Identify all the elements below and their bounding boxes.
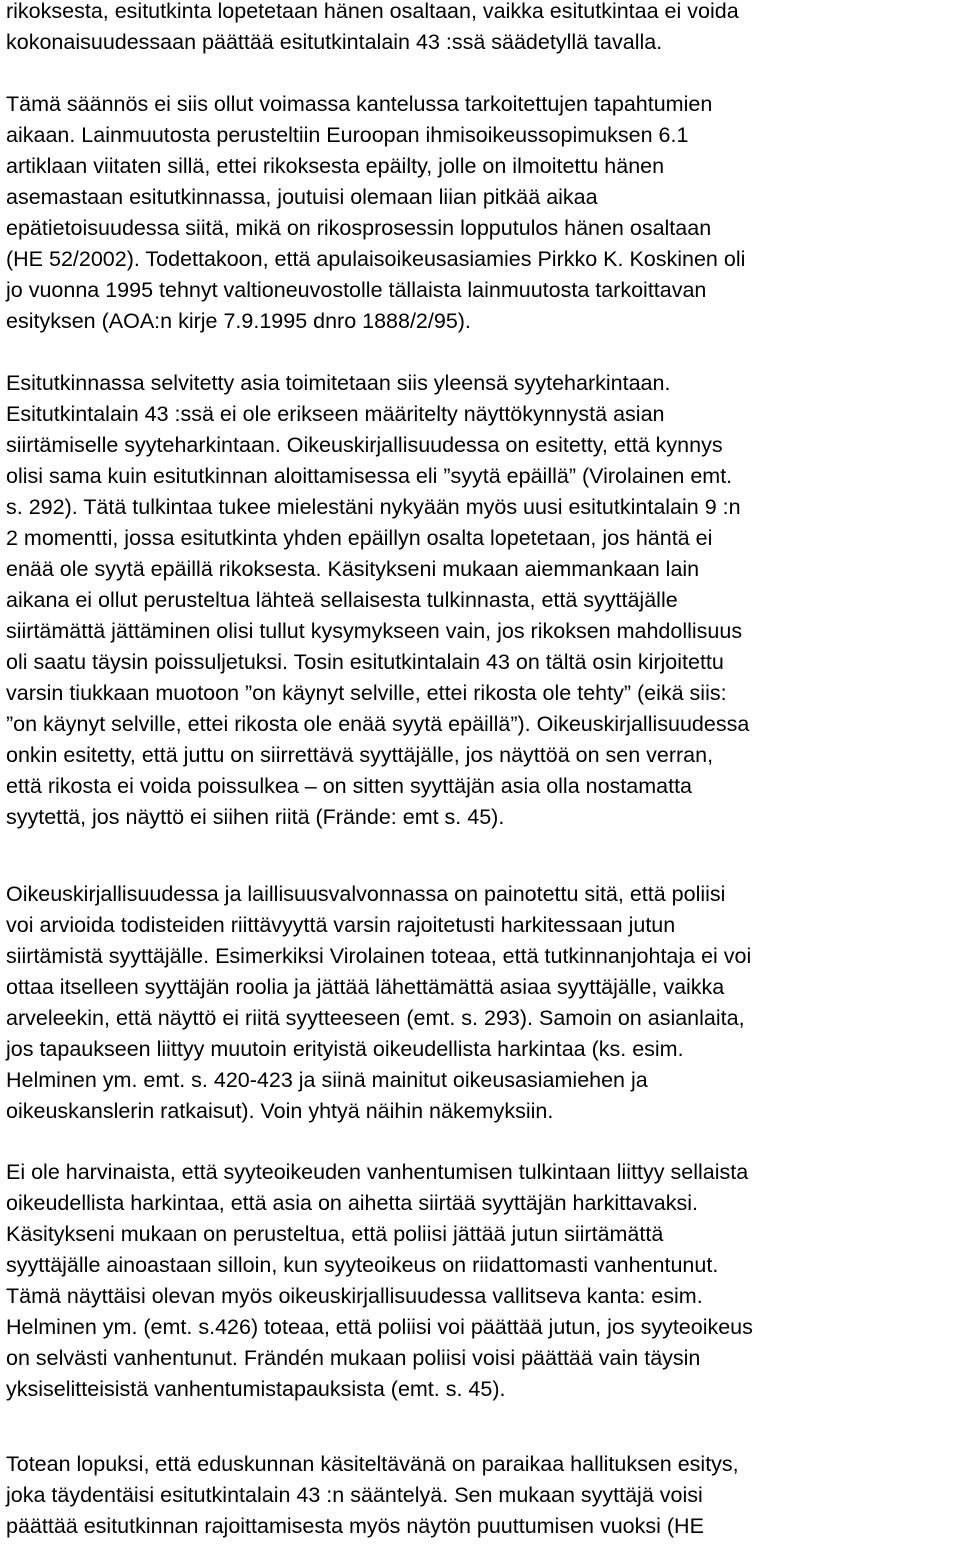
text-line: kokonaisuudessaan päättää esitutkintalain 43 :ssä säädetyllä tavalla. [6, 30, 663, 54]
text-line: siirtämiselle syyteharkintaan. Oikeuskirjallisuudessa on esitetty, että kynnys [6, 433, 723, 457]
text-line: arveleekin, että näyttö ei riitä syytteeseen (emt. s. 293). Samoin on asianlaita, [6, 1006, 745, 1030]
text-line: aikana ei ollut perusteltua lähteä sellaisesta tulkinnasta, että syyttäjälle [6, 588, 678, 612]
paragraph-6 [6, 1449, 739, 1542]
text-line: ottaa itselleen syyttäjän roolia ja jättää lähettämättä asiaa syyttäjälle, vaikka [6, 975, 725, 999]
text-line: oikeudellista harkintaa, että asia on aihetta siirtää syyttäjän harkittavaksi. [6, 1191, 698, 1215]
text-line: syytettä, jos näyttö ei siihen riitä (Frände: emt s. 45). [6, 805, 505, 829]
text-line: epätietoisuudessa siitä, mikä on rikosprosessin lopputulos hänen osaltaan [6, 216, 712, 240]
text-line: että rikosta ei voida poissulkea – on sitten syyttäjän asia olla nostamatta [6, 774, 692, 798]
text-line: enää ole syytä epäillä rikoksesta. Käsitykseni mukaan aiemmankaan lain [6, 557, 700, 581]
text-line: olisi sama kuin esitutkinnan aloittamisessa eli ”syytä epäillä” (Virolainen emt. [6, 464, 733, 488]
paragraph-2 [6, 89, 745, 337]
text-line: on selvästi vanhentunut. Frändén mukaan poliisi voisi päättää vain täysin [6, 1346, 701, 1370]
text-line: jos tapaukseen liittyy muutoin erityistä oikeudellista harkintaa (ks. esim. [6, 1037, 684, 1061]
text-line: päättää esitutkinnan rajoittamisesta myös näytön puuttumisen vuoksi (HE [6, 1514, 704, 1538]
text-line: voi arvioida todisteiden riittävyyttä varsin rajoitetusti harkitessaan jutun [6, 913, 676, 937]
text-line: ”on käynyt selville, ettei rikosta ole enää syytä epäillä”). Oikeuskirjallisuudessa [6, 712, 750, 736]
paragraph-1 [6, 0, 739, 58]
text-line: Totean lopuksi, että eduskunnan käsiteltävänä on paraikaa hallituksen esitys, [6, 1452, 739, 1476]
text-line: jo vuonna 1995 tehnyt valtioneuvostolle tällaista lainmuutosta tarkoittavan [6, 278, 707, 302]
text-line: rikoksesta, esitutkinta lopetetaan hänen osaltaan, vaikka esitutkintaa ei voida [6, 0, 739, 23]
text-line: (HE 52/2002). Todettakoon, että apulaisoikeusasiamies Pirkko K. Koskinen oli [6, 247, 746, 271]
text-line: s. 292). Tätä tulkintaa tukee mielestäni nykyään myös uusi esitutkintalain 9 :n [6, 495, 741, 519]
paragraph-4 [6, 879, 751, 1127]
text-line: Esitutkinnassa selvitetty asia toimitetaan siis yleensä syyteharkintaan. [6, 371, 671, 395]
text-line: aikaan. Lainmuutosta perusteltiin Euroopan ihmisoikeussopimuksen 6.1 [6, 123, 689, 147]
text-line: Oikeuskirjallisuudessa ja laillisuusvalvonnassa on painotettu sitä, että poliisi [6, 882, 726, 906]
text-line: Esitutkintalain 43 :ssä ei ole erikseen määritelty näyttökynnystä asian [6, 402, 665, 426]
paragraph-3 [6, 368, 749, 833]
text-line: varsin tiukkaan muotoon ”on käynyt selville, ettei rikosta ole tehty” (eikä siis: [6, 681, 727, 705]
text-line: siirtämättä jättäminen olisi tullut kysymykseen vain, jos rikoksen mahdollisuus [6, 619, 743, 643]
text-line: siirtämistä syyttäjälle. Esimerkiksi Virolainen toteaa, että tutkinnanjohtaja ei voi [6, 944, 752, 968]
paragraph-5 [6, 1157, 753, 1405]
text-line: esityksen (AOA:n kirje 7.9.1995 dnro 1888/2/95). [6, 309, 471, 333]
text-line: Ei ole harvinaista, että syyteoikeuden vanhentumisen tulkintaan liittyy sellaista [6, 1160, 749, 1184]
text-line: yksiselitteisistä vanhentumistapauksista (emt. s. 45). [6, 1377, 506, 1401]
text-line: syyttäjälle ainoastaan silloin, kun syyteoikeus on riidattomasti vanhentunut. [6, 1253, 719, 1277]
text-line: joka täydentäisi esitutkintalain 43 :n sääntelyä. Sen mukaan syyttäjä voisi [6, 1483, 703, 1507]
text-line: artiklaan viitaten sillä, ettei rikoksesta epäilty, jolle on ilmoitettu hänen [6, 154, 665, 178]
text-line: Tämä säännös ei siis ollut voimassa kantelussa tarkoitettujen tapahtumien [6, 92, 713, 116]
text-line: onkin esitetty, että juttu on siirrettävä syyttäjälle, jos näyttöä on sen verran, [6, 743, 714, 767]
text-line: Käsitykseni mukaan on perusteltua, että poliisi jättää jutun siirtämättä [6, 1222, 664, 1246]
text-line: 2 momentti, jossa esitutkinta yhden epäillyn osalta lopetetaan, jos häntä ei [6, 526, 713, 550]
text-line: oikeuskanslerin ratkaisut). Voin yhtyä näihin näkemyksiin. [6, 1099, 554, 1123]
text-line: oli saatu täysin poissuljetuksi. Tosin esitutkintalain 43 on tältä osin kirjoitettu [6, 650, 724, 674]
text-line: Helminen ym. emt. s. 420-423 ja siinä mainitut oikeusasiamiehen ja [6, 1068, 648, 1092]
text-line: Tämä näyttäisi olevan myös oikeuskirjallisuudessa vallitseva kanta: esim. [6, 1284, 703, 1308]
text-line: asemastaan esitutkinnassa, joutuisi olemaan liian pitkää aikaa [6, 185, 598, 209]
text-line: Helminen ym. (emt. s.426) toteaa, että poliisi voi päättää jutun, jos syyteoikeus [6, 1315, 753, 1339]
